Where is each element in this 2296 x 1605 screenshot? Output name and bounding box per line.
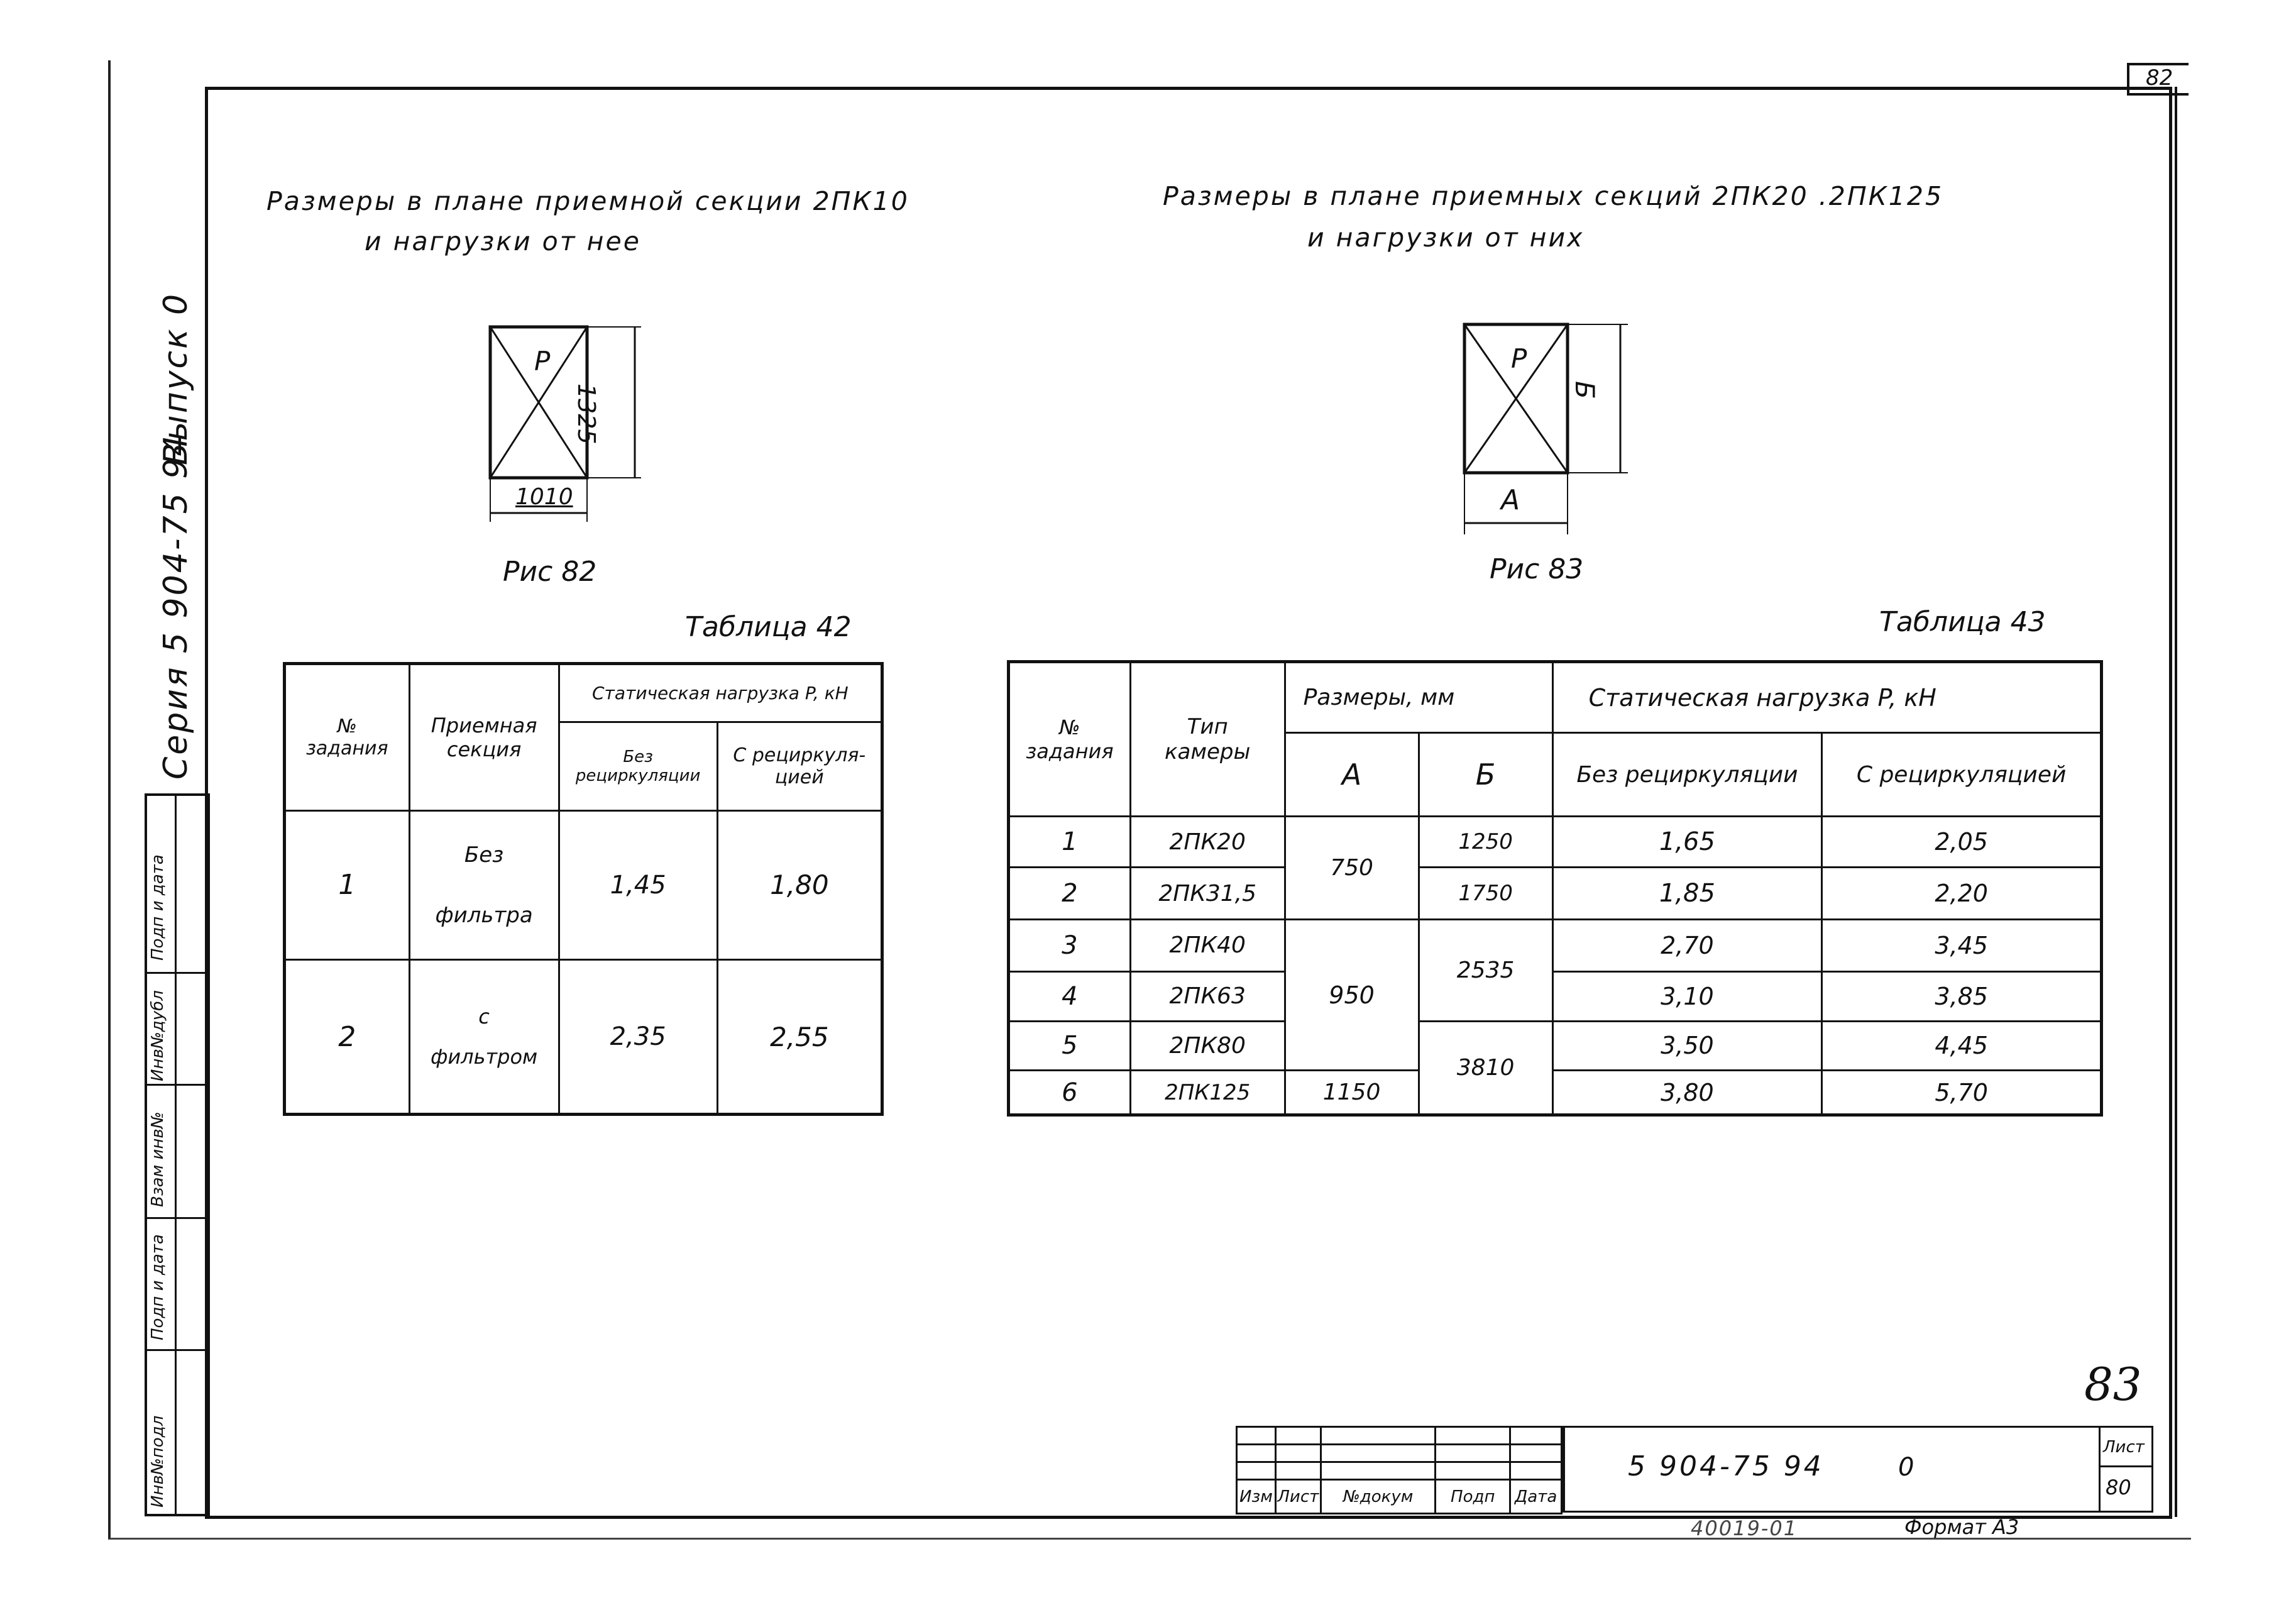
- rev-cell: [1275, 1462, 1321, 1480]
- table-42: [283, 662, 884, 1116]
- table-43: [1007, 660, 2103, 1117]
- inventory-code: 40019-01: [1691, 1516, 1798, 1540]
- fig82-p-label: P: [534, 346, 551, 377]
- t42-r1-section: Без фильтра: [409, 810, 559, 960]
- t42-r2-with: 2,55: [717, 960, 882, 1115]
- side-stamp-sign-2: Подп и дата: [148, 1234, 167, 1340]
- right-title-line1: Размеры в плане приемных секций 2ПК20 .2ПК125: [1163, 181, 1944, 211]
- right-edge-line: [2175, 87, 2177, 1517]
- table-row: [1009, 1021, 2102, 1071]
- title-block: [1236, 1426, 2166, 1513]
- table-row: [1009, 868, 2102, 920]
- table-row: [1009, 971, 2102, 1021]
- t43-r5-without: 3,50: [1552, 1021, 1822, 1071]
- format-label: Формат А3: [1904, 1515, 2019, 1539]
- designation-field: [1563, 1426, 2101, 1513]
- rev-cell: [1275, 1427, 1321, 1445]
- t42-r1-without: 1,45: [559, 810, 717, 960]
- t43-r6-with: 5,70: [1822, 1071, 2102, 1115]
- sheet-corner-number: 82: [2146, 65, 2173, 91]
- t43-r2-b: 1750: [1419, 868, 1552, 920]
- rev-cell: [1237, 1427, 1276, 1445]
- t42-h-num: № задания: [285, 664, 410, 811]
- t43-r2-type: 2ПК31,5: [1130, 868, 1285, 920]
- side-stamp-inv: Инв№подл: [148, 1415, 167, 1508]
- rev-label-change: Изм: [1237, 1480, 1276, 1514]
- rev-cell: [1436, 1427, 1510, 1445]
- side-stamp-divider: [147, 1217, 207, 1219]
- t43-r1-without: 1,65: [1552, 817, 1822, 868]
- sheet-cell-divider: [2101, 1465, 2153, 1467]
- t42-h-without: Без рециркуляции: [559, 722, 717, 810]
- side-stamp-divider: [147, 1349, 207, 1351]
- fig82-width-dim: 1010: [515, 484, 573, 510]
- rev-cell: [1510, 1427, 1562, 1445]
- rev-label-doc: №докум: [1321, 1480, 1435, 1514]
- t43-r56-b: 3810: [1419, 1021, 1552, 1115]
- t43-r4-with: 3,85: [1822, 971, 2102, 1021]
- t43-r345-a: 950: [1285, 919, 1419, 1070]
- side-stamp-replace: Взам инв№: [148, 1111, 167, 1207]
- t43-h-b: Б: [1419, 733, 1552, 817]
- fig83-p-label: P: [1511, 343, 1527, 374]
- side-stamp-dup: Инв№дубл: [148, 990, 167, 1081]
- t42-r2-num: 2: [285, 960, 410, 1115]
- t43-h-num: № задания: [1009, 662, 1131, 817]
- t43-r1-b: 1250: [1419, 817, 1552, 868]
- rev-cell: [1321, 1462, 1435, 1480]
- table-row: [1009, 919, 2102, 971]
- rev-label-sign: Подп: [1436, 1480, 1510, 1514]
- t43-r6-a: 1150: [1285, 1071, 1419, 1115]
- rev-cell: [1321, 1445, 1435, 1462]
- rev-label-date: Дата: [1510, 1480, 1562, 1514]
- t43-r6-num: 6: [1009, 1071, 1131, 1115]
- rev-cell: [1237, 1462, 1276, 1480]
- t43-h-sizes: Размеры, мм: [1285, 662, 1552, 733]
- rev-cell: [1436, 1445, 1510, 1462]
- t43-r3-num: 3: [1009, 919, 1131, 971]
- left-title-line1: Размеры в плане приемной секции 2ПК10: [266, 186, 909, 216]
- fig83-height-dim: Б: [1569, 381, 1600, 399]
- t43-h-with: С рециркуляцией: [1822, 733, 2102, 817]
- t42-h-section: Приемная секция: [409, 664, 559, 811]
- table-row: [1009, 1071, 2102, 1115]
- sheet-corner-box: [2127, 63, 2189, 96]
- side-series-text: Серия 5 904-75 94: [157, 433, 195, 780]
- t42-r2-section: с фильтром: [409, 960, 559, 1115]
- side-series: [157, 434, 195, 780]
- side-stamp-divider: [175, 796, 177, 1514]
- t42-r1-with: 1,80: [717, 810, 882, 960]
- side-stamp-label: [148, 1111, 167, 1207]
- t43-r1-type: 2ПК20: [1130, 817, 1285, 868]
- t43-r4-num: 4: [1009, 971, 1131, 1021]
- fig83-width-dim: А: [1501, 484, 1520, 516]
- side-issue: [157, 292, 195, 465]
- rev-cell: [1275, 1445, 1321, 1462]
- t43-r5-with: 4,45: [1822, 1021, 2102, 1071]
- rev-label-sheet: Лист: [1275, 1480, 1321, 1514]
- sheet-label: Лист: [2103, 1438, 2145, 1457]
- side-stamp-divider: [147, 1084, 207, 1086]
- t43-r5-num: 5: [1009, 1021, 1131, 1071]
- page-number: 83: [2084, 1358, 2142, 1411]
- t43-r12-a: 750: [1285, 817, 1419, 920]
- t43-r4-type: 2ПК63: [1130, 971, 1285, 1021]
- left-title-line2: и нагрузки от нее: [365, 226, 641, 256]
- side-stamp-label: [148, 1416, 167, 1508]
- figure-83: [1452, 314, 1659, 547]
- t43-r3-with: 3,45: [1822, 919, 2102, 971]
- rev-cell: [1510, 1445, 1562, 1462]
- t43-r2-without: 1,85: [1552, 868, 1822, 920]
- rev-cell: [1510, 1462, 1562, 1480]
- t43-r5-type: 2ПК80: [1130, 1021, 1285, 1071]
- side-stamp-sign-1: Подп и дата: [148, 854, 167, 961]
- rev-cell: [1237, 1445, 1276, 1462]
- fig82-caption: Рис 82: [503, 556, 597, 588]
- fig82-height-dim: 1325: [573, 383, 600, 444]
- table-row: [285, 810, 882, 960]
- t42-r2-without: 2,35: [559, 960, 717, 1115]
- side-stamp-label: [148, 990, 167, 1081]
- t43-r1-num: 1: [1009, 817, 1131, 868]
- side-stamp-label: [148, 1234, 167, 1340]
- t43-h-type: Тип камеры: [1130, 662, 1285, 817]
- designation-issue: 0: [1898, 1453, 1914, 1482]
- t43-h-static: Статическая нагрузка P, кН: [1552, 662, 2101, 733]
- table-row: [285, 960, 882, 1115]
- table43-title: Таблица 43: [1879, 606, 2046, 638]
- fig83-caption: Рис 83: [1490, 553, 1584, 585]
- side-stamp-divider: [147, 972, 207, 974]
- t43-r34-b: 2535: [1419, 919, 1552, 1021]
- t43-r6-without: 3,80: [1552, 1071, 1822, 1115]
- revision-grid: [1236, 1426, 1563, 1514]
- t43-h-a: А: [1285, 733, 1419, 817]
- rev-cell: [1321, 1427, 1435, 1445]
- table42-title: Таблица 42: [685, 611, 852, 643]
- rev-cell: [1436, 1462, 1510, 1480]
- side-stamp-label: [148, 854, 167, 961]
- t43-r2-num: 2: [1009, 868, 1131, 920]
- right-title-line2: и нагрузки от них: [1307, 223, 1585, 253]
- t42-r1-num: 1: [285, 810, 410, 960]
- t43-h-without: Без рециркуляции: [1552, 733, 1822, 817]
- sheet-value: 80: [2106, 1475, 2131, 1499]
- designation-code: 5 904-75 94: [1628, 1450, 1824, 1482]
- t42-h-static: Статическая нагрузка P, кН: [559, 664, 882, 722]
- t42-h-with: С рециркуля-цией: [717, 722, 882, 810]
- t43-r1-with: 2,05: [1822, 817, 2102, 868]
- t43-r3-without: 2,70: [1552, 919, 1822, 971]
- side-issue-text: Выпуск 0: [157, 292, 195, 465]
- t43-r3-type: 2ПК40: [1130, 919, 1285, 971]
- table-row: [1009, 817, 2102, 868]
- sheet-cell: [2101, 1426, 2153, 1513]
- t43-r4-without: 3,10: [1552, 971, 1822, 1021]
- t43-r6-type: 2ПК125: [1130, 1071, 1285, 1115]
- t43-r2-with: 2,20: [1822, 868, 2102, 920]
